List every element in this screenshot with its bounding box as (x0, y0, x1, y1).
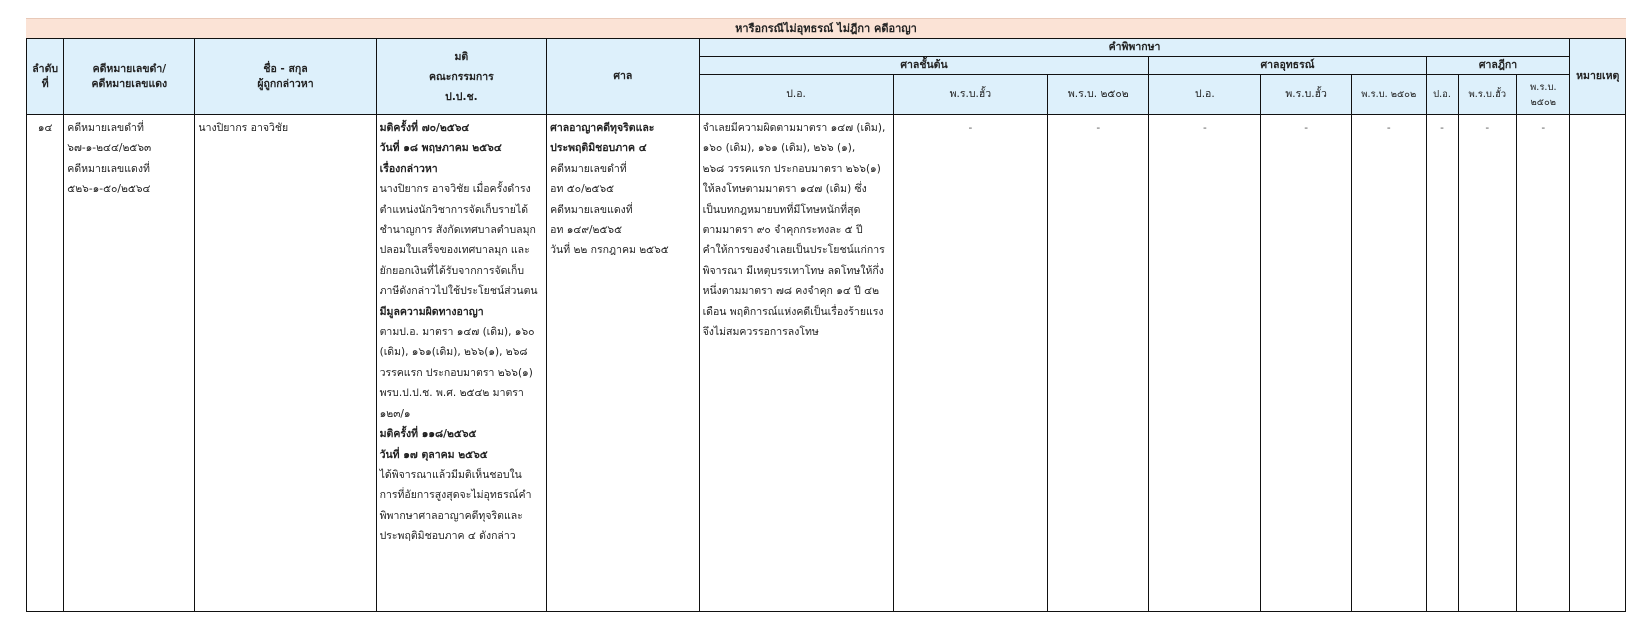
resolution-line: นางปิยากร อาจวิชัย เมื่อครั้งดำรง (379, 183, 531, 196)
supreme-pr-2502-value: - (1517, 115, 1570, 612)
header-case-number-line-2: คดีหมายเลขแดง (91, 77, 168, 90)
resolution-line: มีมูลความผิดทางอาญา (379, 305, 484, 318)
resolution-line: วรรคแรก ประกอบมาตรา ๒๖๖(๑) (379, 366, 533, 379)
supreme-pr-old-value: - (1458, 115, 1517, 612)
header-resolution-line-3: ป.ป.ช. (445, 90, 478, 103)
resolution-line: พรบ.ป.ป.ช. พ.ศ. ๒๕๔๒ มาตรา (379, 387, 524, 400)
header-appeal-pr-old: พ.ร.บ.ฮั้ว (1261, 75, 1352, 115)
header-remarks: หมายเหตุ (1570, 39, 1626, 115)
court-line: คดีหมายเลขแดงที่ (550, 203, 633, 216)
court-line: อท ๑๔๙/๒๕๖๕ (550, 224, 623, 237)
header-no (27, 39, 64, 115)
header-resolution (376, 39, 547, 115)
row-remarks (1570, 115, 1626, 612)
header-appeal-po: ป.อ. (1149, 75, 1261, 115)
judgment-line: ๒๖๘ วรรคแรก ประกอบมาตรา ๒๖๖(๑) (702, 162, 881, 175)
row-accused-name: นางปิยากร อาจวิชัย (195, 115, 376, 612)
court-line: วันที่ ๒๒ กรกฎาคม ๒๕๖๕ (550, 244, 669, 257)
judgment-line: จึงไม่สมควรรอการลงโทษ (702, 326, 819, 339)
judgment-line: เป็นบทกฎหมายบทที่มีโทษหนักที่สุด (702, 203, 861, 216)
header-first-pr-2502: พ.ร.บ. ๒๕๐๒ (1048, 75, 1149, 115)
judgment-line: คำให้การของจำเลยเป็นประโยชน์แก่การ (702, 244, 885, 257)
court-line: ศาลอาญาคดีทุจริตและ (550, 122, 655, 134)
header-no-line-2: ที่ (41, 77, 49, 90)
header-case-number-line-1: คดีหมายเลขดำ/ (92, 62, 167, 75)
first-pr-2502-value: - (1048, 115, 1149, 612)
header-appeal-court: ศาลอุทธรณ์ (1149, 57, 1426, 75)
resolution-line: ตามป.อ. มาตรา ๑๔๗ (เดิม), ๑๖๐ (379, 326, 535, 339)
header-name-line-1: ชื่อ - สกุล (263, 62, 308, 75)
header-case-number (64, 39, 195, 115)
judgment-line: จำเลยมีความผิดตามมาตรา ๑๔๗ (เดิม), (702, 122, 886, 134)
court-line: อท ๕๐/๒๕๖๕ (550, 183, 615, 196)
document-sheet (26, 18, 1626, 612)
header-first-pr-old: พ.ร.บ.ฮั้ว (893, 75, 1048, 115)
case-line: ๖๗-๑-๒๔๔/๒๕๖๓ (67, 142, 152, 155)
row-resolution (376, 115, 547, 612)
resolution-line: การที่อัยการสูงสุดจะไม่อุทธรณ์คำ (379, 489, 532, 502)
resolution-line: ประพฤติมิชอบภาค ๔ ดังกล่าว (379, 530, 516, 543)
judgment-line: เดือน พฤติการณ์แห่งคดีเป็นเรื่องร้ายแรง (702, 305, 884, 318)
header-resolution-line-2: คณะกรรมการ (428, 70, 494, 83)
resolution-line: ภาษีดังกล่าวไปใช้ประโยชน์ส่วนตน (379, 285, 538, 298)
table-row (27, 115, 1626, 612)
resolution-line: (เดิม), ๑๖๑(เดิม), ๒๖๖(๑), ๒๖๘ (379, 346, 528, 359)
resolution-line: ยักยอกเงินที่ได้รับจากการจัดเก็บ (379, 264, 525, 277)
header-name-line-2: ผู้ถูกกล่าวหา (257, 77, 314, 90)
resolution-line: วันที่ ๑๗ ตุลาคม ๒๕๖๕ (379, 448, 488, 461)
court-line: ประพฤติมิชอบภาค ๔ (550, 142, 647, 155)
header-first-instance: ศาลชั้นต้น (699, 57, 1149, 75)
header-appeal-pr-2502: พ.ร.บ. ๒๕๐๒ (1351, 75, 1426, 115)
judgment-line: ตามมาตรา ๙๐ จำคุกกระทงละ ๕ ปี (702, 224, 863, 237)
resolution-line: มติครั้งที่ ๗๐/๒๕๖๔ (379, 122, 470, 134)
header-no-line-1: ลำดับ (32, 62, 59, 75)
resolution-line: มติครั้งที่ ๑๑๘/๒๕๖๕ (379, 428, 477, 441)
header-supreme-pr-2502 (1517, 75, 1570, 115)
resolution-line: ๑๒๓/๑ (379, 407, 411, 420)
appeal-po-value: - (1149, 115, 1261, 612)
resolution-line: ชำนาญการ สังกัดเทศบาลตำบลมุก (379, 224, 536, 237)
header-supreme-court: ศาลฎีกา (1426, 57, 1570, 75)
header-supreme-pr-2502-line-2: ๒๕๐๒ (1530, 96, 1557, 108)
header-supreme-pr-old: พ.ร.บ.ฮั้ว (1458, 75, 1517, 115)
header-judgment: คำพิพากษา (699, 39, 1570, 57)
header-name (195, 39, 376, 115)
supreme-po-value: - (1426, 115, 1458, 612)
first-pr-old-value: - (893, 115, 1048, 612)
header-first-po: ป.อ. (699, 75, 893, 115)
case-line: คดีหมายเลขแดงที่ (67, 162, 150, 175)
judgment-line: ๑๖๐ (เดิม), ๑๖๑ (เดิม), ๒๖๖ (๑), (702, 142, 856, 155)
sheet-banner-title: หารือกรณีไม่อุทธรณ์ ไม่ฎีกา คดีอาญา (26, 18, 1626, 38)
header-supreme-po: ป.อ. (1426, 75, 1458, 115)
resolution-line: วันที่ ๑๘ พฤษภาคม ๒๕๖๔ (379, 142, 502, 155)
row-judgment (699, 115, 893, 612)
header-supreme-pr-2502-line-1: พ.ร.บ. (1530, 81, 1557, 93)
row-case-number (64, 115, 195, 612)
resolution-line: ตำแหน่งนักวิชาการจัดเก็บรายได้ (379, 203, 529, 216)
court-line: คดีหมายเลขดำที่ (550, 162, 627, 175)
header-court: ศาล (547, 39, 699, 115)
resolution-line: ได้พิจารณาแล้วมีมติเห็นชอบใน (379, 468, 522, 481)
case-line: คดีหมายเลขดำที่ (67, 122, 144, 134)
header-resolution-line-1: มติ (454, 50, 469, 63)
resolution-line: พิพากษาศาลอาญาคดีทุจริตและ (379, 509, 523, 522)
case-line: ๕๒๖-๑-๕๐/๒๕๖๔ (67, 183, 151, 196)
resolution-line: ปลอมใบเสร็จของเทศบาลมุก และ (379, 244, 530, 257)
row-number: ๑๔ (27, 115, 64, 612)
resolution-line: เรื่องกล่าวหา (379, 162, 438, 175)
judgment-line: พิจารณา มีเหตุบรรเทาโทษ ลดโทษให้กึ่ง (702, 264, 884, 277)
appeal-pr-2502-value: - (1351, 115, 1426, 612)
appeal-pr-old-value: - (1261, 115, 1352, 612)
case-table (26, 38, 1626, 612)
judgment-line: หนึ่งตามมาตรา ๗๘ คงจำคุก ๑๔ ปี ๔๒ (702, 285, 880, 298)
judgment-line: ให้ลงโทษตามมาตรา ๑๔๗ (เดิม) ซึ่ง (702, 183, 867, 196)
row-court (547, 115, 699, 612)
